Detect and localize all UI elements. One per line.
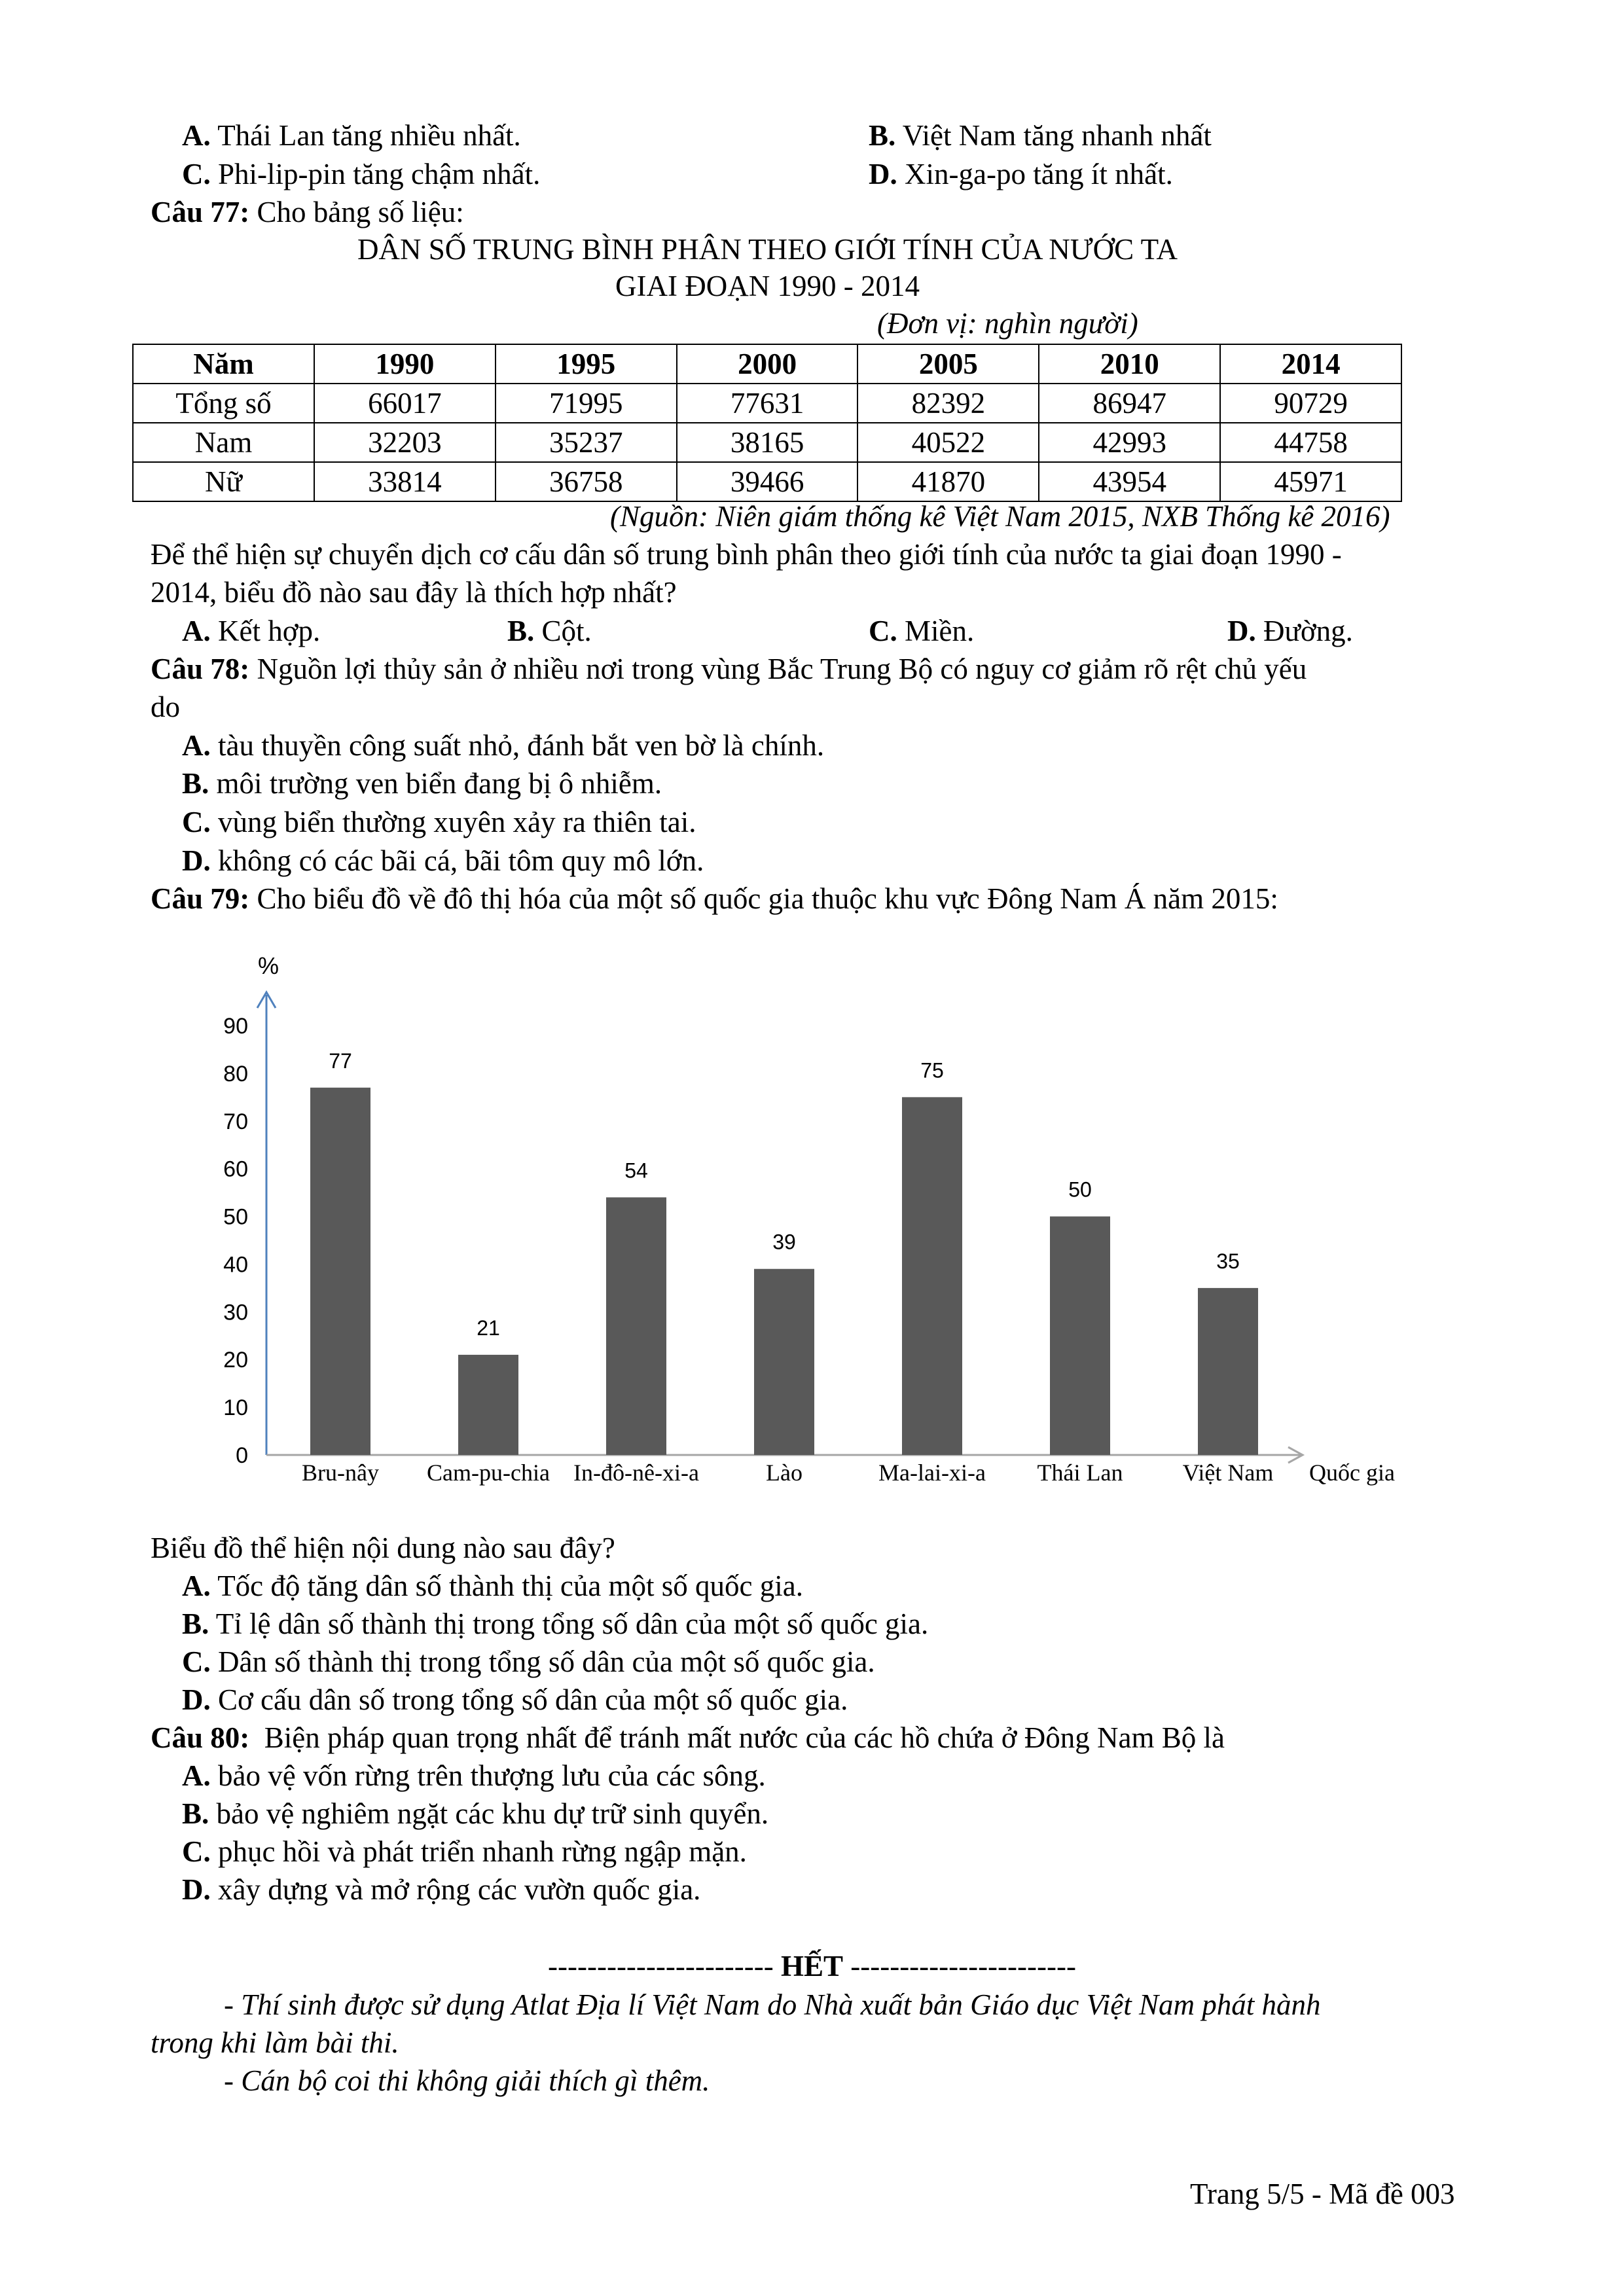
footer-note1-line1: - Thí sinh được sử dụng Atlat Địa lí Việt Nam do Nhà xuất bản Giáo dục Việt Nam phát hành	[224, 1988, 1321, 2021]
option-letter: D.	[182, 1683, 211, 1716]
chart-data-label: 50	[1068, 1177, 1092, 1202]
table-cell: 90729	[1220, 384, 1401, 423]
q79-option-c	[182, 1643, 875, 1681]
table-header-row	[133, 344, 1401, 384]
q79-option-b	[182, 1605, 928, 1643]
end-marker	[131, 1947, 1493, 1986]
option-letter: B.	[182, 767, 209, 800]
option-letter: A.	[182, 1759, 211, 1792]
table-header-cell: 2010	[1039, 344, 1220, 384]
q76-option-a	[182, 117, 521, 155]
chart-y-tick-label: 40	[223, 1252, 248, 1278]
table-cell: 38165	[677, 423, 858, 462]
table-header-cell: 2014	[1220, 344, 1401, 384]
q79-option-d	[182, 1681, 848, 1719]
chart-y-tick-label: 90	[223, 1014, 248, 1039]
option-text: tàu thuyền công suất nhỏ, đánh bắt ven bờ là chính.	[218, 729, 825, 762]
chart-y-tick-label: 30	[223, 1300, 248, 1325]
table-header-cell: 2000	[677, 344, 858, 384]
table-row	[133, 462, 1401, 501]
chart-y-axis-label: %	[257, 952, 280, 979]
question-label: Câu 80:	[151, 1721, 250, 1754]
chart-y-tick-label: 80	[223, 1061, 248, 1086]
option-letter: A.	[182, 615, 211, 647]
q80-option-c	[182, 1833, 747, 1871]
q77-question-line1: Để thể hiện sự chuyển dịch cơ cấu dân số trung bình phân theo giới tính của nước ta giai đoạn 1990 -	[151, 538, 1342, 571]
option-letter: A.	[182, 1570, 211, 1602]
option-letter: C.	[182, 158, 211, 190]
option-text: phục hồi và phát triển nhanh rừng ngập mặn.	[218, 1835, 747, 1868]
chart-data-label: 75	[920, 1058, 944, 1083]
q78-option-c	[182, 803, 696, 842]
chart-y-tick-label: 20	[223, 1348, 248, 1373]
q80-option-d	[182, 1871, 700, 1909]
chart-x-tick-label: Ma-lai-xi-a	[878, 1460, 986, 1486]
table-cell: 42993	[1039, 423, 1220, 462]
q77-option-b	[507, 612, 592, 651]
table-cell: 36758	[496, 462, 677, 501]
chart-data-label: 39	[772, 1230, 796, 1254]
q79-header	[151, 880, 1278, 918]
table-cell: 82392	[857, 384, 1039, 423]
q77-option-a	[182, 612, 320, 651]
chart-x-ticks	[302, 1460, 1273, 1486]
chart-bar	[902, 1097, 962, 1455]
chart-x-tick-label: Cam-pu-chia	[427, 1460, 550, 1486]
option-letter: C.	[182, 1645, 211, 1678]
table-cell: 86947	[1039, 384, 1220, 423]
q76-option-d	[869, 155, 1173, 194]
table-header-cell: Năm	[133, 344, 314, 384]
chart-x-axis-label: Quốc gia	[1309, 1460, 1395, 1486]
table-header-cell: 1995	[496, 344, 677, 384]
option-text: Xin-ga-po tăng ít nhất.	[905, 158, 1173, 190]
q78-question-line2: do	[151, 691, 180, 723]
option-letter: B.	[182, 1607, 209, 1640]
question-label: Câu 79:	[151, 882, 250, 915]
table-cell: 33814	[314, 462, 496, 501]
option-letter: C.	[869, 615, 897, 647]
table-source: (Nguồn: Niên giám thống kê Việt Nam 2015, NXB Thống kê 2016)	[610, 500, 1390, 533]
table-title-line1: DÂN SỐ TRUNG BÌNH PHÂN THEO GIỚI TÍNH CỦA NƯỚC TA	[357, 233, 1178, 266]
option-letter: D.	[182, 844, 211, 877]
option-text: Việt Nam tăng nhanh nhất	[902, 119, 1212, 152]
chart-y-tick-label: 50	[223, 1204, 248, 1230]
chart-bar	[310, 1088, 370, 1455]
chart-x-tick-label: Việt Nam	[1182, 1460, 1274, 1486]
q78-option-d	[182, 842, 704, 880]
table-row	[133, 423, 1401, 462]
option-text: môi trường ven biển đang bị ô nhiễm.	[216, 767, 662, 800]
question-text: Nguồn lợi thủy sản ở nhiều nơi trong vùng Bắc Trung Bộ có nguy cơ giảm rõ rệt chủ yếu	[257, 653, 1307, 685]
option-text: vùng biển thường xuyên xảy ra thiên tai.	[218, 806, 696, 838]
q80-option-b	[182, 1795, 768, 1833]
table-header-cell: 2005	[857, 344, 1039, 384]
option-text: bảo vệ vốn rừng trên thượng lưu của các sông.	[218, 1759, 766, 1792]
option-letter: D.	[869, 158, 897, 190]
table-cell: 71995	[496, 384, 677, 423]
option-text: Phi-lip-pin tăng chậm nhất.	[218, 158, 541, 190]
chart-bar	[606, 1197, 666, 1455]
q77-option-c	[869, 612, 974, 651]
option-text: xây dựng và mở rộng các vườn quốc gia.	[218, 1873, 701, 1906]
option-text: Thái Lan tăng nhiều nhất.	[217, 119, 521, 152]
option-text: Kết hợp.	[218, 615, 321, 647]
option-letter: B.	[182, 1797, 209, 1830]
chart-data-label: 35	[1216, 1249, 1240, 1273]
end-dashes-left: -----------------------	[548, 1950, 774, 1982]
chart-bar	[1198, 1288, 1258, 1455]
question-label: Câu 77:	[151, 196, 250, 228]
option-letter: C.	[182, 806, 211, 838]
table-cell: 41870	[857, 462, 1039, 501]
table-cell: 77631	[677, 384, 858, 423]
question-label: Câu 78:	[151, 653, 250, 685]
option-letter: A.	[182, 119, 211, 152]
chart-bars	[310, 1088, 1258, 1455]
chart-bar	[1050, 1217, 1110, 1455]
page-number: Trang 5/5 - Mã đề 003	[1190, 2178, 1455, 2210]
chart-x-tick-label: Bru-nây	[302, 1460, 379, 1486]
option-text: Cơ cấu dân số trong tổng số dân của một số quốc gia.	[218, 1683, 848, 1716]
q80-question	[151, 1719, 1225, 1757]
q78-question-line1	[151, 650, 1307, 689]
table-cell: 44758	[1220, 423, 1401, 462]
table-cell: Nam	[133, 423, 314, 462]
table-title-line2: GIAI ĐOẠN 1990 - 2014	[615, 270, 920, 302]
option-letter: B.	[869, 119, 896, 152]
question-text: Biện pháp quan trọng nhất để tránh mất nước của các hồ chứa ở Đông Nam Bộ là	[264, 1721, 1225, 1754]
table-cell: 45971	[1220, 462, 1401, 501]
table-header-cell: 1990	[314, 344, 496, 384]
question-prompt: Cho biểu đồ về đô thị hóa của một số quốc gia thuộc khu vực Đông Nam Á năm 2015:	[257, 882, 1278, 915]
chart-y-tick-label: 60	[223, 1157, 248, 1182]
table-cell: 39466	[677, 462, 858, 501]
table-cell: 32203	[314, 423, 496, 462]
footer-note1-line2: trong khi làm bài thi.	[151, 2026, 399, 2059]
q76-option-c	[182, 155, 540, 194]
chart-data-label: 54	[624, 1158, 648, 1183]
population-table	[132, 344, 1402, 502]
q77-header	[151, 193, 464, 232]
option-text: Đường.	[1263, 615, 1353, 647]
q78-option-b	[182, 764, 662, 803]
table-unit: (Đơn vị: nghìn người)	[877, 307, 1138, 340]
q79-option-a	[182, 1567, 803, 1605]
option-text: Dân số thành thị trong tổng số dân của một số quốc gia.	[218, 1645, 875, 1678]
table-cell: Nữ	[133, 462, 314, 501]
chart-y-tick-label: 70	[223, 1109, 248, 1134]
table-row	[133, 384, 1401, 423]
option-letter: D.	[182, 1873, 211, 1906]
chart-bar	[754, 1269, 814, 1455]
q77-question-line2: 2014, biểu đồ nào sau đây là thích hợp nhất?	[151, 576, 677, 609]
q78-option-a	[182, 726, 824, 765]
option-letter: A.	[182, 729, 211, 762]
end-text: HẾT	[780, 1950, 844, 1982]
chart-x-tick-label: Thái Lan	[1037, 1460, 1123, 1486]
chart-x-tick-label: Lào	[766, 1460, 803, 1486]
chart-y-tick-label: 10	[223, 1395, 248, 1421]
option-letter: D.	[1227, 615, 1256, 647]
option-text: Tốc độ tăng dân số thành thị của một số quốc gia.	[217, 1570, 804, 1602]
table-cell: 40522	[857, 423, 1039, 462]
option-letter: B.	[507, 615, 535, 647]
option-text: không có các bãi cá, bãi tôm quy mô lớn.	[218, 844, 704, 877]
q80-option-a	[182, 1757, 766, 1795]
chart-data-label: 21	[477, 1316, 500, 1340]
option-text: bảo vệ nghiêm ngặt các khu dự trữ sinh quyển.	[216, 1797, 769, 1830]
q79-question: Biểu đồ thể hiện nội dung nào sau đây?	[151, 1532, 615, 1564]
q76-option-b	[869, 117, 1212, 155]
chart-bar	[458, 1355, 518, 1455]
chart-y-tick-label: 0	[236, 1443, 248, 1468]
table-cell: 35237	[496, 423, 677, 462]
table-cell: 66017	[314, 384, 496, 423]
option-text: Tỉ lệ dân số thành thị trong tổng số dân của một số quốc gia.	[215, 1607, 929, 1640]
end-dashes-right: -----------------------	[850, 1950, 1076, 1982]
option-text: Cột.	[541, 615, 592, 647]
table-cell: 43954	[1039, 462, 1220, 501]
chart-y-ticks	[223, 1014, 248, 1468]
table-cell: Tổng số	[133, 384, 314, 423]
question-prompt: Cho bảng số liệu:	[257, 196, 464, 228]
option-letter: C.	[182, 1835, 211, 1868]
q77-option-d	[1227, 612, 1353, 651]
urbanization-bar-chart	[164, 936, 1473, 1512]
chart-x-tick-label: In-đô-nê-xi-a	[573, 1460, 699, 1486]
option-text: Miền.	[905, 615, 975, 647]
footer-note2: - Cán bộ coi thi không giải thích gì thêm.	[224, 2064, 710, 2097]
chart-data-label: 77	[329, 1049, 352, 1073]
